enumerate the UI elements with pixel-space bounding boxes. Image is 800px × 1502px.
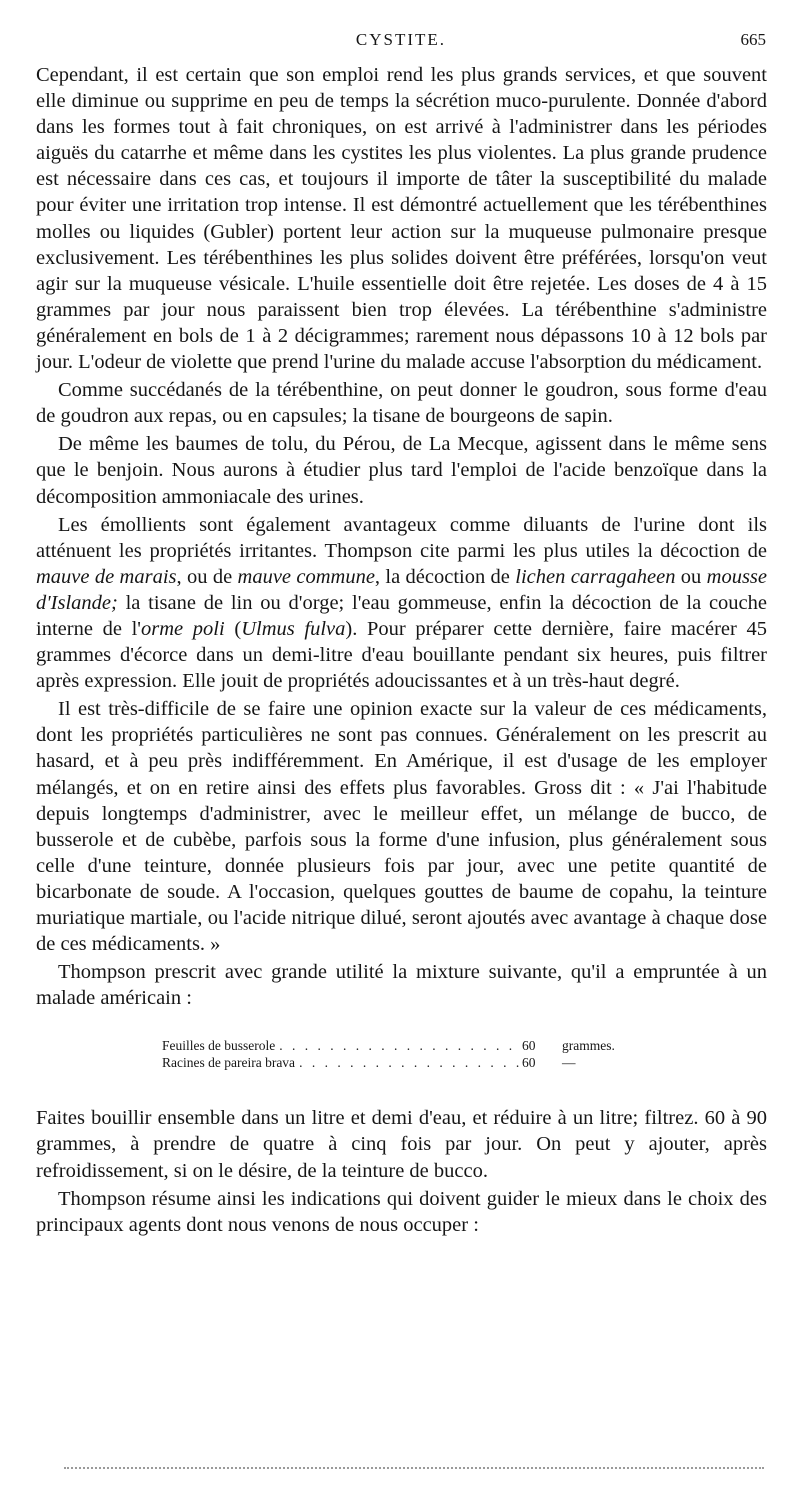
text-run: Les émollients sont également avantageux comme diluants de l'urine dont ils atténuent les propriétés irritantes. Thompson cite parmi les plus utiles la décoction de: [36, 513, 767, 562]
text-run: (: [224, 617, 242, 640]
dot-leader: [275, 1037, 522, 1054]
italic-term: mauve commune: [237, 565, 375, 588]
recipe-ingredient: Feuilles de busserole: [162, 1038, 276, 1054]
paragraph-terebenthine: Cependant, il est certain que son emploi rend les plus grands services, et que souvent elle diminue ou supprime en peu de temps la sécrétion muco-purulente. Donnée d'abord dans les formes tout à fait chroniques, on est arrivé à l'administrer dans les périodes aiguës du catarrhe et même dans les cystites les plus violentes. La plus grande prudence est nécessaire dans ces cas, et toujours il importe de tâter la susceptibilité du malade pour éviter une irritation trop intense. Il est démontré actuellement que les térébenthines molles ou liquides (Gubler) portent leur action sur la muqueuse pulmonaire presque exclusivement. Les térébenthines les plus solides doivent être préférées, lorsqu'on veut agir sur la muqueuse vésicale. L'huile essentielle doit être rejetée. Les doses de 4 à 15 grammes par jour nous paraissent bien trop élevées. La térébenthine s'administre généralement en bols de 1 à 2 décigrammes; rarement nous dépassons 10 à 12 bols par jour. L'odeur de violette que prend l'urine du malade accuse l'absorption du médicament.: [36, 64, 767, 374]
recipe-unit: —: [562, 1055, 576, 1071]
paragraph-succedanes: Comme succédanés de la térébenthine, on peut donner le goudron, sous forme d'eau de goudron aux repas, ou en capsules; la tisane de bourgeons de sapin.: [36, 379, 767, 428]
recipe-quantity: 60: [522, 1055, 536, 1071]
recipe-quantity: 60: [522, 1038, 536, 1054]
paragraph-mixture-intro: Thompson prescrit avec grande utilité la mixture suivante, qu'il a empruntée à un malade américain :: [36, 961, 767, 1010]
italic-term: lichen carragaheen: [515, 565, 676, 588]
page-header: [36, 30, 766, 56]
recipe-table: [162, 1037, 652, 1071]
italic-term: mousse d'Islande;: [36, 565, 767, 614]
paragraph-medicaments: Il est très-difficile de se faire une opinion exacte sur la valeur de ces médicaments, dont les propriétés particulières ne sont pas connues. Généralement on les prescrit au hasard, et à peu près indifféremment. En Amérique, il est d'usage de les employer mélangés, et on en retire ainsi des effets plus favorables. Gross dit : « J'ai l'habitude depuis longtemps d'administrer, avec le meilleur effet, un mélange de bucco, de busserole et de cubèbe, parfois sous la forme d'une infusion, plus généralement sous celle d'une teinture, donnée plusieurs fois par jour, avec une petite quantité de bicarbonate de soude. A l'occasion, quelques gouttes de baume de copahu, la teinture muriatique martiale, ou l'acide nitrique dilué, seront ajoutés avec avantage à chaque dose de ces médicaments. »: [36, 698, 767, 956]
italic-term: mauve de marais: [36, 565, 177, 588]
running-title: CYSTITE.: [355, 30, 447, 49]
text-run: ). Pour préparer cette dernière, faire macérer 45 grammes d'écorce dans un demi-litre d'eau bouillante pendant six heures, puis filtrer après expression. Elle jouit de propriétés adoucissantes et à un très-haut degré.: [36, 617, 768, 693]
paragraph-baumes: De même les baumes de tolu, du Pérou, de La Mecque, agissent dans le même sens que le benjoin. Nous aurons à étudier plus tard l'emploi de l'acide benzoïque dans la décomposition ammoniacale des urines.: [36, 433, 767, 508]
page-number: 665: [740, 30, 766, 49]
paragraph-emollients: [36, 512, 767, 695]
text-run: ou: [675, 565, 707, 588]
recipe-ingredient: Racines de pareira brava: [162, 1055, 296, 1071]
body-text: [36, 62, 767, 1238]
italic-term: Ulmus fulva: [241, 617, 346, 640]
paragraph-preparation: Faites bouillir ensemble dans un litre et demi d'eau, et réduire à un litre; filtrez. 60 à 90 grammes, à prendre de quatre à cinq fois par jour. On peut y ajouter, après refroidissement, si on le désire, de la teinture de bucco.: [36, 1107, 767, 1182]
recipe-row: [162, 1054, 652, 1071]
footer-dotted-rule: [64, 1467, 764, 1469]
recipe-row: [162, 1037, 652, 1054]
text-run: la tisane de lin ou d'orge; l'eau gommeuse, enfin la décoction de la couche interne de l': [36, 591, 767, 640]
text-run: , ou de: [176, 565, 238, 588]
recipe-unit: grammes.: [562, 1038, 615, 1054]
paragraph-indications: Thompson résume ainsi les indications qui doivent guider le mieux dans le choix des principaux agents dont nous venons de nous occuper :: [36, 1187, 767, 1236]
italic-term: orme poli: [140, 617, 225, 640]
dot-leader: [295, 1054, 522, 1071]
text-run: , la décoction de: [374, 565, 516, 588]
